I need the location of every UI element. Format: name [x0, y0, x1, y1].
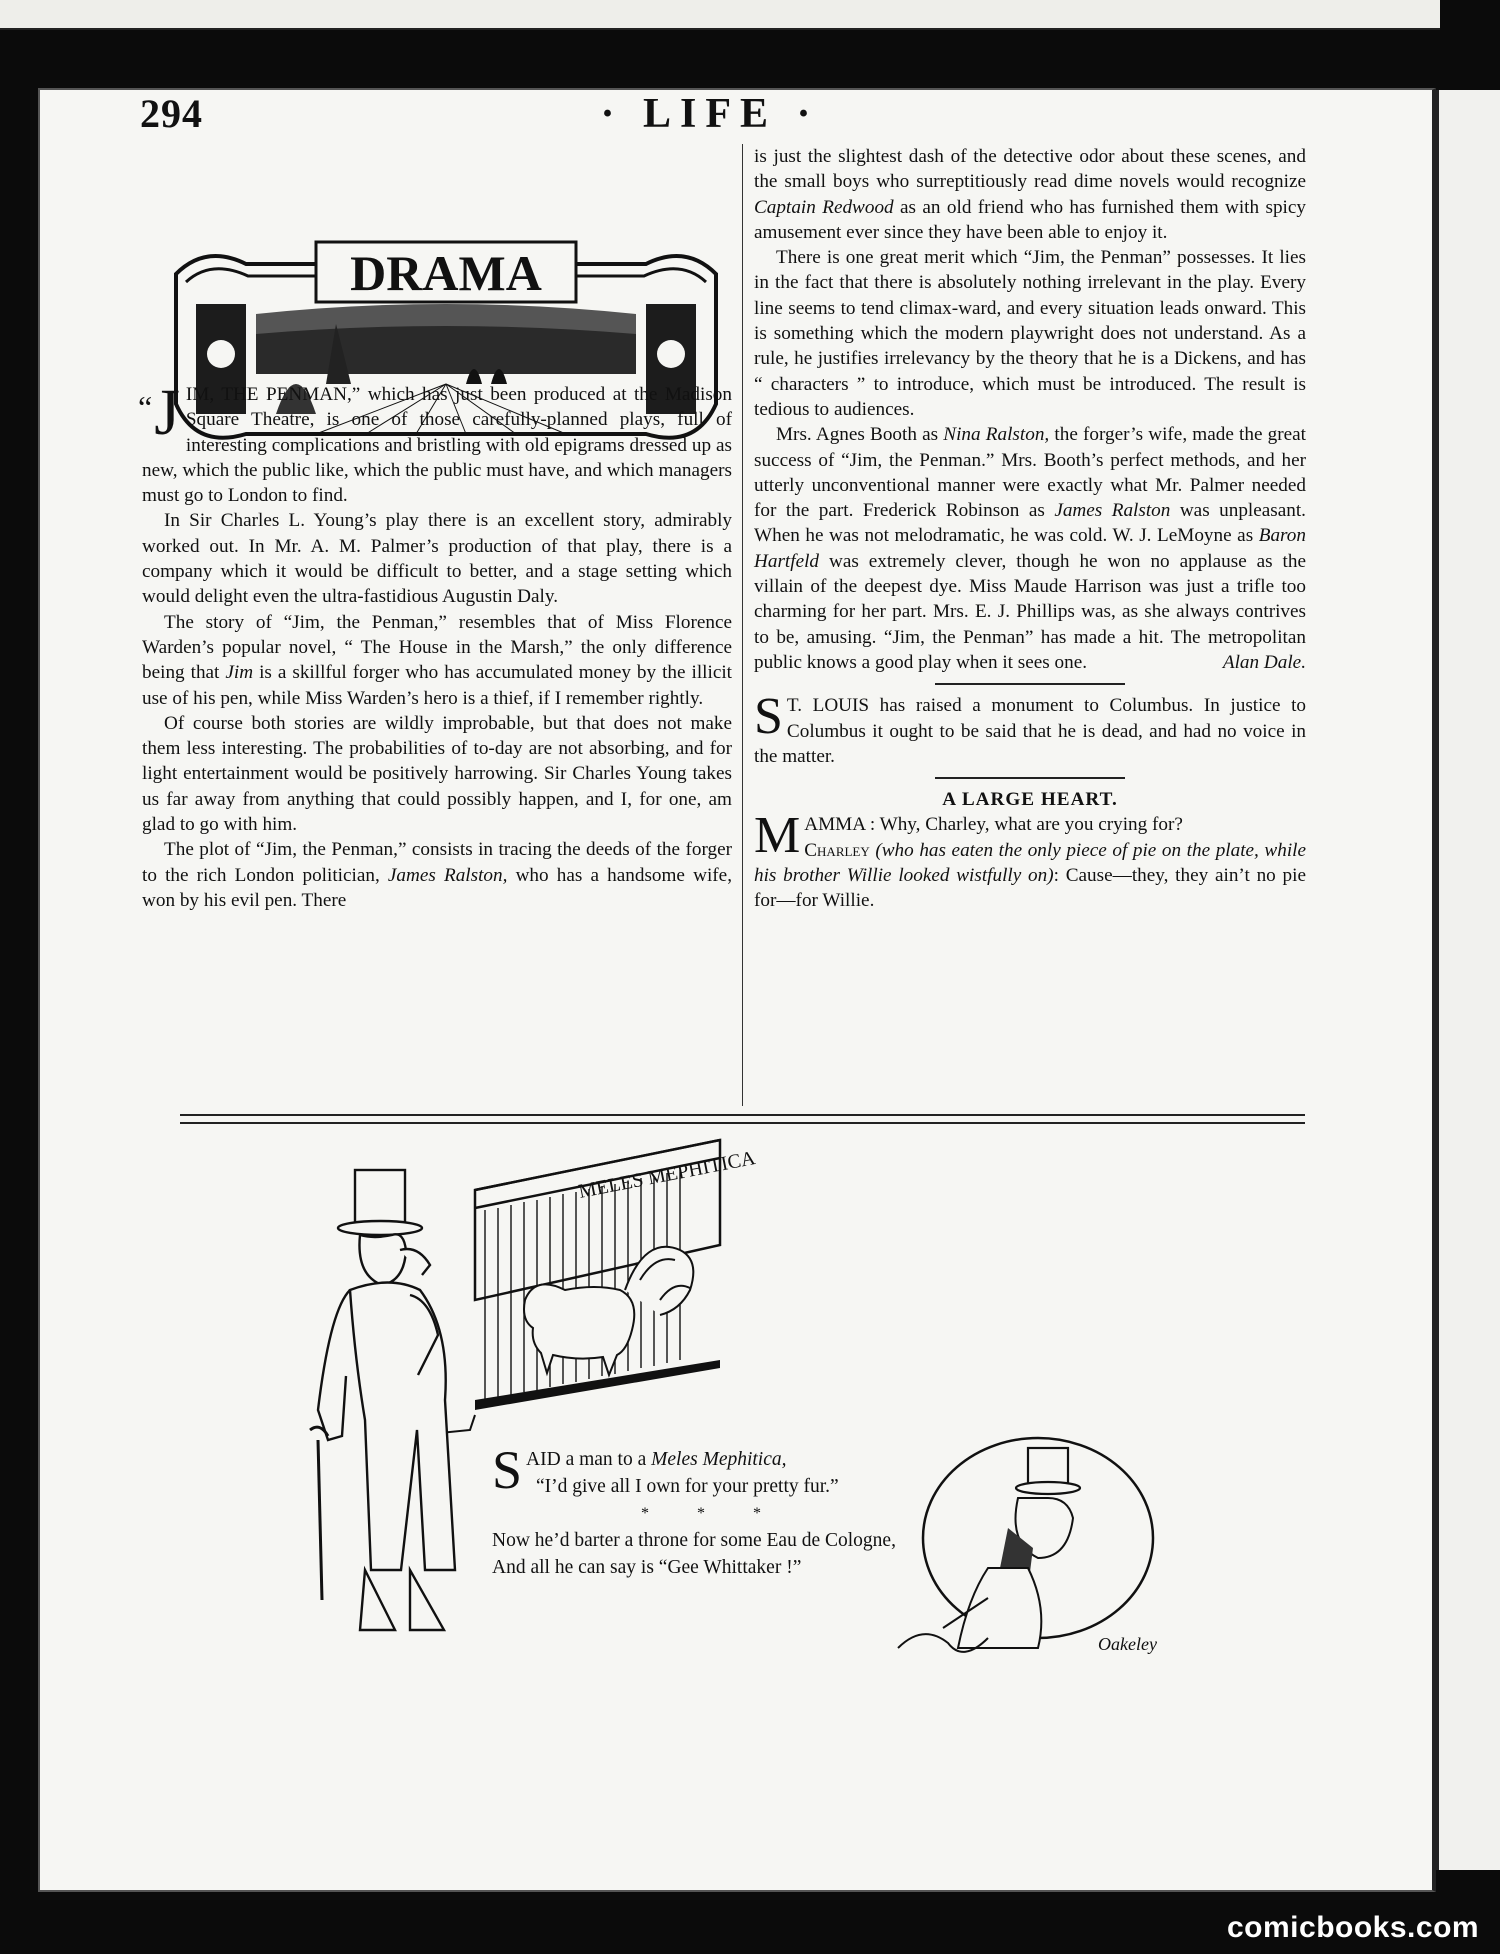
dropcap-m: M — [754, 807, 801, 865]
review-paragraph-4: Of course both stories are wildly improbable, but that does not make them less interesting. The probabilities of to-day are not absorbing, and for light entertainment would be positively harrowing. Sir Charles Young takes us far away from anything that could possibly happen, and I, for one, am glad to go with him. — [142, 712, 732, 836]
review-cast-paragraph — [754, 422, 1306, 675]
cast-text-c: was unpleasant. When he was not melodramatic, he was cold. W. J. LeMoyne as — [754, 500, 1306, 547]
poem-line-4: And all he can say is “Gee Whittaker !” — [492, 1557, 802, 1578]
author-signature: Alan Dale. — [1222, 651, 1306, 673]
dropcap-s: S — [754, 688, 783, 746]
para5-italic: James Ralston, — [387, 864, 508, 886]
rc-para1-text-b: as an old friend who has furnished them with spicy amusement ever since they have been able to enjoy it. — [754, 196, 1306, 243]
cast-text-b: the forger’s wife, made the great success of “Jim, the Penman.” Mrs. Booth’s perfect methods, and her utterly unconventional manner were exactly what Mr. Palmer needed for the part. Frederick Robinson as — [754, 424, 1306, 522]
large-heart-line-2 — [754, 838, 1306, 914]
review-paragraph-5 — [142, 837, 732, 913]
previous-page-edge — [0, 0, 1440, 30]
column-divider — [742, 144, 743, 1106]
dropcap-j: J — [154, 376, 180, 449]
watermark: comicbooks.com — [1227, 1911, 1480, 1944]
divider-rule — [935, 683, 1125, 685]
review-continued-paragraph — [754, 144, 1306, 245]
para3-text-a: The story of “Jim, the Penman,” resembles that of Miss Florence Warden’s popular novel, “ The House in the Marsh,” the only difference being that — [142, 611, 732, 684]
poem-line-1-italic: Meles Mephitica, — [651, 1449, 787, 1470]
rc-para1-italic: Captain Redwood — [754, 196, 894, 218]
large-heart-heading: A LARGE HEART. — [942, 789, 1118, 811]
para3-text-b: is a skillful forger who has accumulated money by the illicit use of his pen, while Miss Warden’s hero is a thief, if I remember rightly. — [142, 662, 732, 709]
para5-text-b: who has a handsome wife, won by his evil pen. There — [142, 864, 732, 911]
section-double-rule — [180, 1114, 1305, 1124]
cast-italic-2: James Ralston — [1054, 500, 1171, 522]
left-column — [138, 376, 732, 913]
masthead-title: · LIFE · — [600, 91, 820, 137]
artist-signature: Oakeley — [1098, 1634, 1157, 1654]
right-column — [754, 144, 1306, 914]
cast-text-a: Mrs. Agnes Booth as — [776, 424, 944, 446]
cast-text-d: was extremely clever, though he won no applause as the villain of the deepest dye. Miss Maude Harrison was just a trifle too charming for her part. Mrs. E. J. Phillips was, as she always contrives to be, amusing. “Jim, the Penman” has made a hit. The metropolitan public knows a good play when it sees one. — [754, 550, 1306, 673]
heart-stage-direction: (who has eaten the only piece of pie on the plate, while his brother Willie looked wistfully on) — [754, 839, 1307, 887]
cast-italic-3: Baron Hartfeld — [754, 525, 1306, 572]
poem-dropcap-s: S — [492, 1440, 523, 1500]
poem-asterisks: * * * — [641, 1505, 783, 1522]
review-merit-paragraph: There is one great merit which “Jim, the Penman” possesses. It lies in the fact that there is absolutely nothing irrelevant in the play. Every line seems to tend climax-ward, and every situation leads onward. This is something which the modern playwright does not understand. As a rule, he justifies irrelevancy by the theory that he is a Dickens, and has “ characters ” to introduce, which must be introduced. The result is tedious to audiences. — [754, 247, 1306, 420]
skunk-poem — [492, 1440, 932, 1581]
heart-line-2-text: : Cause—they, they ain’t no pie for—for Willie. — [754, 865, 1306, 912]
heart-speaker: Charley — [804, 839, 870, 861]
cage-sign-text: MELES MEPHITICA — [576, 1147, 758, 1203]
review-paragraph-3 — [142, 610, 732, 711]
next-page-edge — [1436, 90, 1500, 1870]
st-louis-paragraph — [754, 688, 1306, 769]
cast-italic-1: Nina Ralston, — [943, 424, 1050, 446]
para1-text: IM, THE PENMAN,” which has just been produced at the Madison Square Theatre, is one of those carefully-planned plays, full of interesting complications and bristling with old epigrams dressed up as new, which the public like, which the public must have, and which managers must go to London to find. — [142, 384, 732, 507]
poem-line-1-text: AID a man to a — [526, 1449, 652, 1470]
divider-rule — [935, 777, 1125, 779]
drama-title: DRAMA — [350, 245, 542, 301]
poem-line-3: Now he’d barter a throne for some Eau de Cologne, — [492, 1530, 896, 1551]
para3-italic: Jim — [225, 662, 254, 684]
poem-line-2: “I’d give all I own for your pretty fur.” — [536, 1476, 839, 1497]
opening-quote: “ — [138, 389, 153, 425]
review-paragraph-1 — [138, 376, 732, 508]
heart-line-1-text: AMMA : Why, Charley, what are you crying for? — [804, 814, 1183, 836]
para5-text-a: The plot of “Jim, the Penman,” consists in tracing the deeds of the forger to the rich London politician, — [142, 839, 732, 886]
review-paragraph-2: In Sir Charles L. Young’s play there is an excellent story, admirably worked out. In Mr. A. M. Palmer’s production of that play, there is a company which it would be difficult to better, and a stage setting which would delight even the ultra-fastidious Augustin Daly. — [142, 510, 732, 608]
rc-para1-text-a: is just the slightest dash of the detective odor about these scenes, and the small boys who surreptitiously read dime novels would recognize — [754, 146, 1306, 193]
page-number: 294 — [140, 91, 203, 136]
st-louis-text: T. LOUIS has raised a monument to Columbus. In justice to Columbus it ought to be said that he is dead, and had no voice in the matter. — [754, 695, 1306, 767]
